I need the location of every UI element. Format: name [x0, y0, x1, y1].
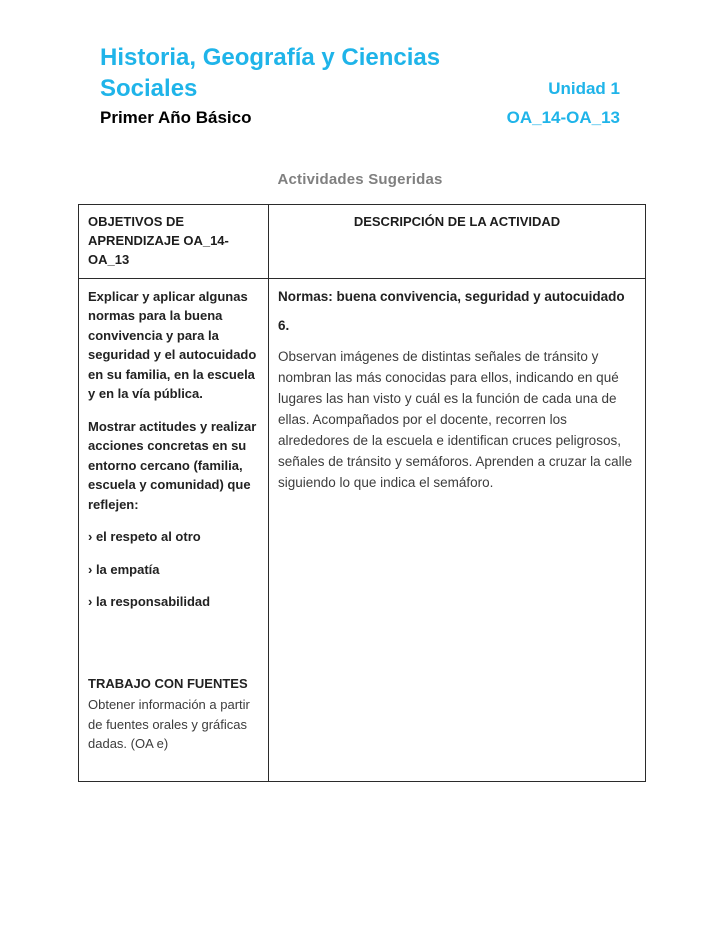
section-title: Actividades Sugeridas	[277, 171, 443, 188]
objetivos-cell	[79, 278, 269, 781]
header-meta-block	[507, 73, 620, 131]
objetivo-paragraph: Explicar y aplicar algunas normas para la buena convivencia y para la seguridad y el autocuidado en su familia, en la escuela y en la vía pública.	[88, 288, 257, 402]
page-title-line-1: Historia, Geografía y Ciencias	[100, 44, 441, 71]
activity-number: 6.	[278, 318, 290, 334]
objetivo-bullet: › la empatía	[88, 561, 160, 577]
activities-table	[78, 204, 646, 782]
objetivo-paragraph: Mostrar actitudes y realizar acciones concretas en su entorno cercano (familia, escuela y comunidad) que reflejen:	[88, 418, 257, 512]
unit-label: Unidad 1	[548, 79, 620, 98]
fuentes-text: Obtener información a partir de fuentes orales y gráficas dadas. (OA e)	[88, 697, 250, 752]
header-title-block	[100, 42, 440, 131]
objetivo-bullet: › la responsabilidad	[88, 594, 211, 610]
page-title-line-2: Sociales	[100, 75, 198, 102]
oa-code: OA_14-OA_13	[506, 108, 620, 127]
activity-description: Observan imágenes de distintas señales de tránsito y nombran las más conocidas para ellos, indicando en qué lugares las han visto y cuál es la función de cada una de ellas. Acompañados por el docente, recorren los alrededores de la escuela e identifican cruces peligrosos, señales de tránsito y semáforos. Aprenden a cruzar la calle siguiendo lo que indica el semáforo.	[278, 349, 633, 490]
grade-subtitle: Primer Año Básico	[100, 108, 252, 127]
column-header-objetivos: OBJETIVOS DE APRENDIZAJE OA_14-OA_13	[79, 205, 269, 279]
objetivo-bullet: › el respeto al otro	[88, 529, 201, 545]
table-header-row	[79, 205, 646, 279]
fuentes-title: TRABAJO CON FUENTES	[88, 675, 248, 691]
column-header-descripcion: DESCRIPCIÓN DE LA ACTIVIDAD	[269, 205, 646, 279]
document-header	[0, 0, 720, 131]
descripcion-cell	[269, 278, 646, 781]
activity-heading: Normas: buena convivencia, seguridad y autocuidado	[278, 288, 625, 304]
table-body-row	[79, 278, 646, 781]
